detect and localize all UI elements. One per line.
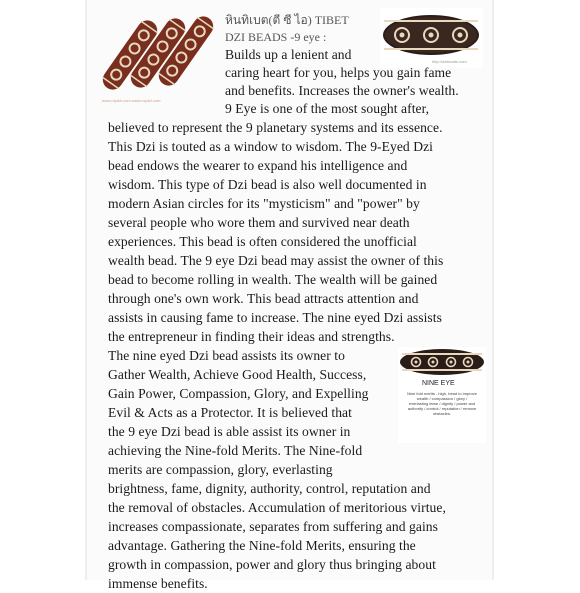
nine-eye-card (398, 347, 486, 443)
body-line: growth in compassion, power and glory thus bringing about (108, 557, 436, 572)
body-line: the 9 eye Dzi bead is able assist its owner in (108, 424, 351, 439)
left-watermark: www.mydzi.com www.mydzi.com (102, 98, 161, 103)
body-line: Evil & Acts as a Protector. It is believed that (108, 405, 352, 420)
right-watermark: http://dzibeads.com (432, 59, 467, 64)
body-line: several people who wore them and survived near death (108, 215, 410, 230)
body-line: wealth bead. The 9 eye Dzi bead may assist the owner of this (108, 253, 444, 268)
nine-eye-bead-icon (398, 347, 486, 377)
body-line: Gain Power, Compassion, Glory, and Expelling (108, 386, 369, 401)
nine-eye-bead-image (380, 8, 483, 68)
body-line: caring heart for you, helps you gain fame (225, 65, 452, 80)
body-line: bead endows the wearer to expand his intelligence and (108, 158, 408, 173)
body-line: and benefits. Increases the owner's wealth. (225, 83, 459, 98)
body-line: assists in causing fame to increase. The nine eyed Dzi assists (108, 310, 442, 325)
nine-eye-card-body: Nine fold merits - high, bead to improve wealth / compassion / glory / everlasting fame / dignity / power and authority / control / reputation / remove obstacles. (407, 391, 477, 416)
body-line: achieving the Nine-fold Merits. The Nine-fold (108, 443, 363, 458)
body-line: Gather Wealth, Achieve Good Health, Success, (108, 367, 367, 382)
body-line: the removal of obstacles. Accumulation of meritorious virtue, (108, 500, 446, 515)
page-heading-line1: หินทิเบต(ตี ซี ไอ) TIBET (225, 13, 349, 27)
body-line: through one's own work. This bead attracts attention and (108, 291, 419, 306)
body-line: bead to become rolling in wealth. The wealth will be gained (108, 272, 438, 287)
body-line: wisdom. This type of Dzi bead is also well documented in (108, 177, 427, 192)
body-line: The nine eyed Dzi bead assists its owner to (108, 348, 345, 363)
body-line: brightness, fame, dignity, authority, control, reputation and (108, 481, 431, 496)
body-line: 9 Eye is one of the most sought after, (225, 101, 430, 116)
body-line: believed to represent the 9 planetary systems and its essence. (108, 120, 443, 135)
body-line: merits are compassion, glory, everlasting (108, 462, 333, 477)
body-line: immense benefits. (108, 576, 208, 591)
bead-cluster-icon (100, 5, 220, 105)
body-line: increases compassionate, separates from suffering and gains (108, 519, 438, 534)
body-line: This Dzi is touted as a window to wisdom. The 9-Eyed Dzi (108, 139, 433, 154)
body-line: experiences. This bead is often considered the unofficial (108, 234, 417, 249)
body-line: modern Asian circles for its "mysticism" and "power" by (108, 196, 420, 211)
body-line: Builds up a lenient and (225, 47, 352, 62)
body-line: the entrepreneur in finding their ideas and strengths. (108, 329, 395, 344)
nine-eye-card-title: NINE EYE (422, 380, 455, 387)
three-beads-image (100, 5, 220, 105)
page-heading-line2: DZI BEADS -9 eye : (225, 30, 327, 44)
body-line: advantage. Gathering the Nine-fold Merits, ensuring the (108, 538, 416, 553)
page-edge-right (492, 0, 494, 580)
